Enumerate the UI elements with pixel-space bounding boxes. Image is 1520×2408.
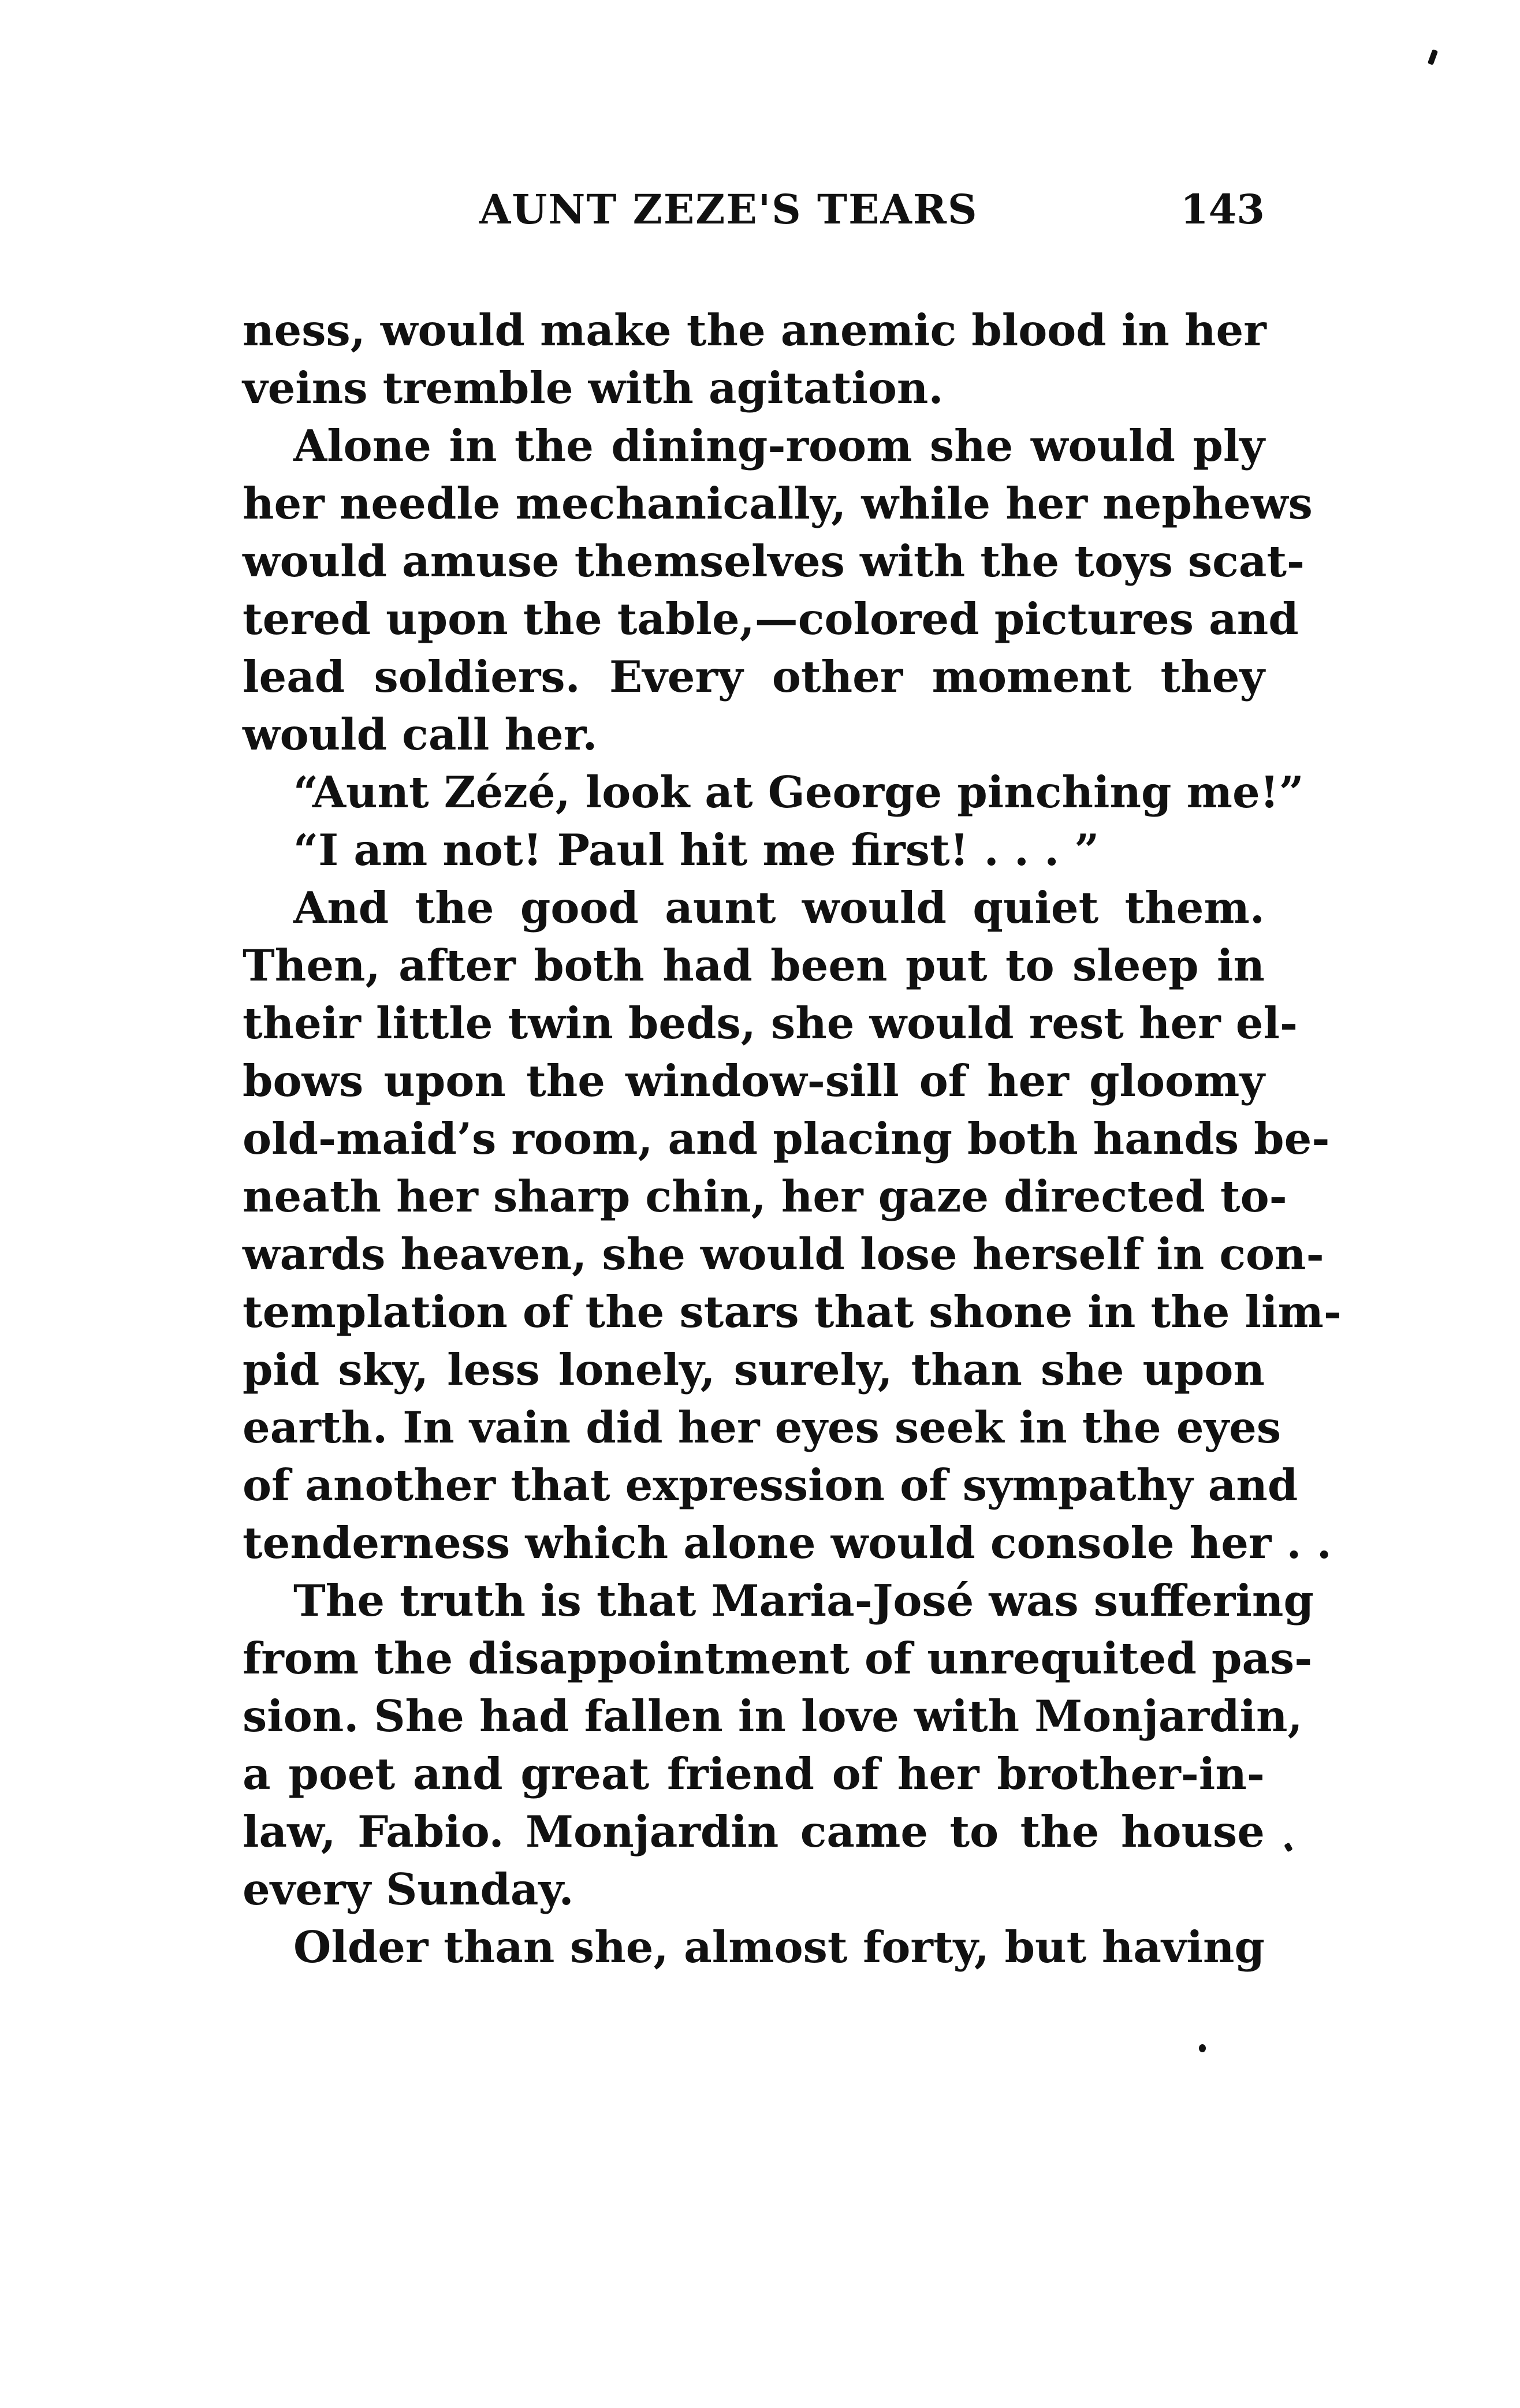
text-line: sion. She had fallen in love with Monjardin, (243, 1691, 1303, 1742)
text-line: tered upon the table,—colored pictures and (243, 594, 1299, 644)
text-line: their little twin beds, she would rest her el- (243, 998, 1298, 1049)
text-line: “Aunt Zézé, look at George pinching me!” (293, 767, 1304, 818)
text-line: templation of the stars that shone in the lim- (243, 1287, 1342, 1337)
text-line: The truth is that Maria-José was suffering (293, 1575, 1314, 1626)
text-line: veins tremble with agitation. (243, 363, 944, 413)
text-line: from the disappointment of unrequited pas- (243, 1633, 1313, 1684)
text-line: ness, would make the anemic blood in her (243, 305, 1266, 356)
page-header (243, 184, 1265, 236)
text-line: pid sky, less lonely, surely, than she upon (243, 1344, 1265, 1395)
text-line: would call her. (243, 709, 598, 760)
text-line: bows upon the window-sill of her gloomy (243, 1056, 1265, 1106)
text-line: neath her sharp chin, her gaze directed to- (243, 1171, 1287, 1222)
ink-speck-mark (1284, 1842, 1293, 1852)
text-line: a poet and great friend of her brother-in- (243, 1749, 1265, 1799)
running-title: AUNT ZEZE'S TEARS (479, 185, 978, 233)
body-text (243, 301, 1342, 1976)
text-line: old-maid’s room, and placing both hands be- (243, 1113, 1330, 1164)
text-line: Older than she, almost forty, but having (293, 1922, 1265, 1973)
text-line: lead soldiers. Every other moment they (243, 651, 1265, 702)
text-line: every Sunday. (243, 1864, 574, 1915)
text-line: law, Fabio. Monjardin came to the house (243, 1806, 1265, 1857)
ink-speck-mark (1428, 49, 1438, 65)
text-line: tenderness which alone would console her . . (243, 1518, 1332, 1568)
text-line: earth. In vain did her eyes seek in the eyes (243, 1402, 1281, 1453)
text-line: Then, after both had been put to sleep in (243, 940, 1265, 991)
text-line: “I am not! Paul hit me first! . . . ” (293, 825, 1100, 875)
text-line: Alone in the dining-room she would ply (293, 420, 1265, 471)
text-line: wards heaven, she would lose herself in con- (243, 1229, 1324, 1280)
text-line: would amuse themselves with the toys scat- (243, 536, 1305, 587)
text-line: her needle mechanically, while her nephews (243, 478, 1313, 529)
text-line: of another that expression of sympathy and (243, 1460, 1298, 1511)
text-line: And the good aunt would quiet them. (293, 882, 1265, 933)
ink-speck-mark (1199, 2044, 1206, 2052)
page-number: 143 (1180, 185, 1265, 233)
